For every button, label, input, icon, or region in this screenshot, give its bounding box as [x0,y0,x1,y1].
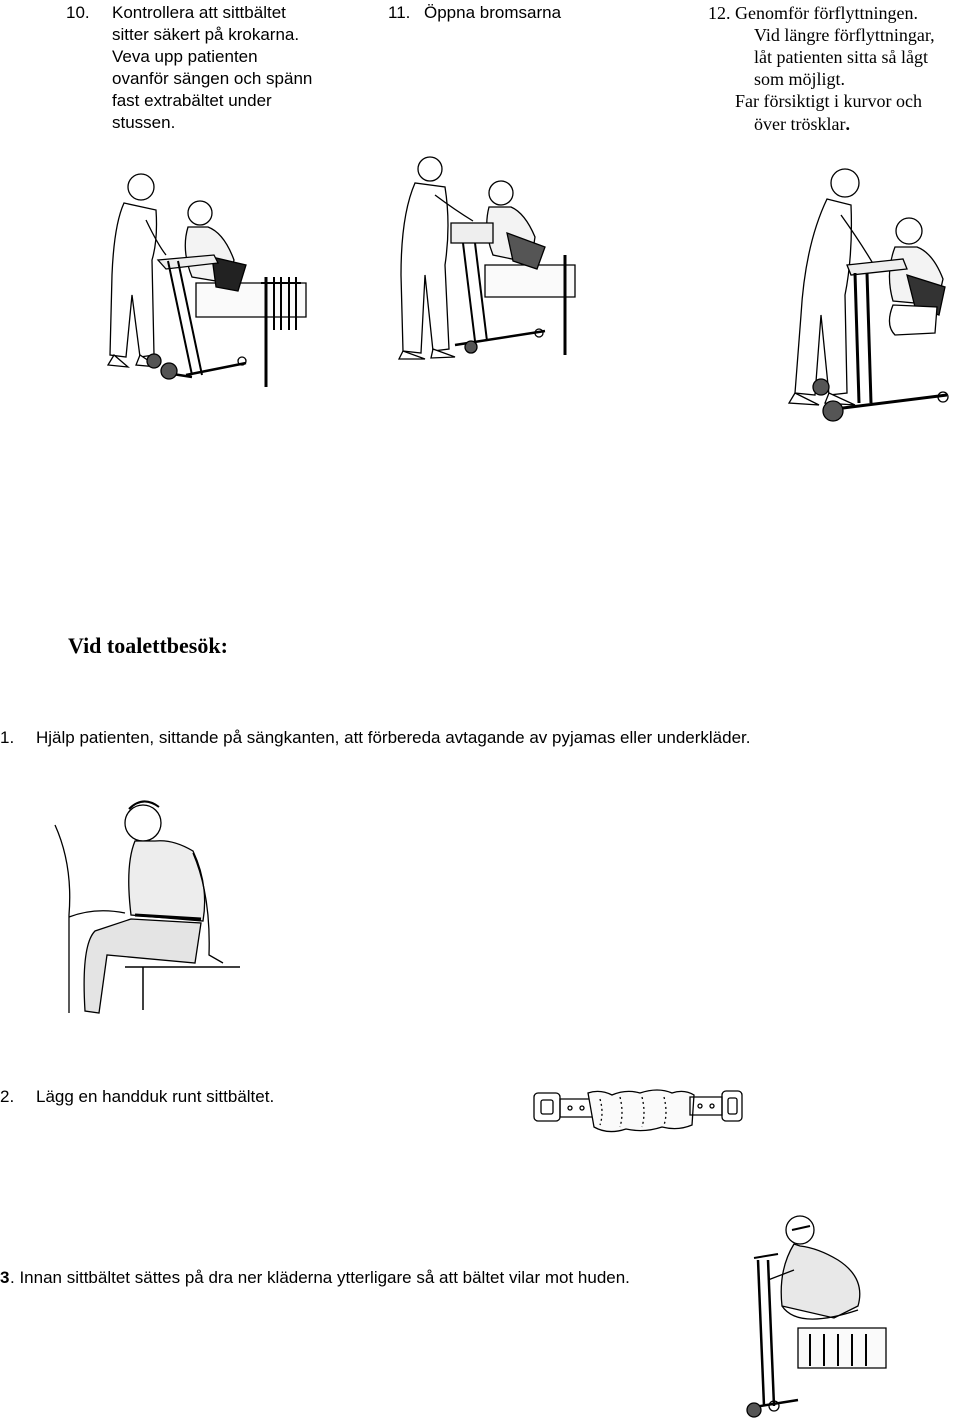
step-text: . Innan sittbältet sättes på dra ner kläderna ytterligare så att bältet vilar mot huden. [10,1268,630,1287]
step-line: ovanför sängen och spänn [112,69,313,88]
step-text: Lägg en handduk runt sittbältet. [36,1087,275,1106]
hoist-undress-illustration [738,1210,888,1421]
step-line: Far försiktigt i kurvor och [735,91,922,111]
step-line: fast extrabältet under [112,91,272,110]
hoist-transfer-illustration [775,155,960,430]
step-line: Kontrollera att sittbältet [112,3,286,22]
step-number: 10. [66,3,90,22]
step-number: 3 [0,1268,10,1287]
step-text: Hjälp patienten, sittande på sängkanten, att förbereda avtagande av pyjamas eller underkläder. [36,728,751,747]
step-line: Genomför förflyttningen. [735,3,918,23]
step-line: Öppna bromsarna [424,3,562,22]
step-line: Veva upp patienten [112,47,258,66]
section-heading: Vid toalettbesök: [68,633,228,658]
patient-sitting-bedside-illustration [55,795,240,1015]
step-line: stussen. [112,113,176,132]
step-line-period: . [845,114,850,134]
step-line: Vid längre förflyttningar, [754,25,935,45]
step-line: som möjligt. [754,69,846,89]
hoist-lift-raise-illustration [96,165,311,390]
step-number: 1. [0,728,15,747]
step-number: 12. [708,3,731,23]
step-number: 11. [388,3,411,22]
step-number: 2. [0,1087,15,1106]
seat-belt-towel-illustration [530,1085,745,1145]
step-line-text: över trösklar [754,114,846,134]
step-line: låt patienten sitta så lågt [754,47,928,67]
step-line [754,113,850,135]
step-line: sitter säkert på krokarna. [112,25,300,44]
hoist-open-brakes-illustration [395,155,580,360]
